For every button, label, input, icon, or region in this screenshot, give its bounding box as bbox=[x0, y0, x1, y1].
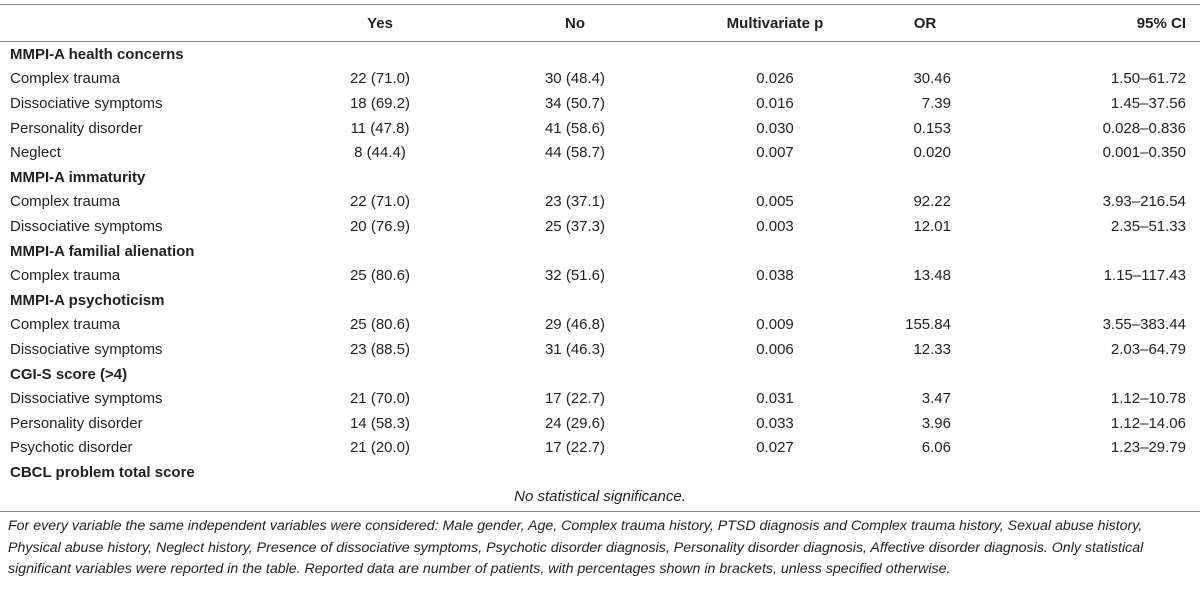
cell-or: 92.22 bbox=[913, 193, 951, 211]
cell-variable: Dissociative symptoms bbox=[10, 390, 163, 408]
cell-multivariate-p: 0.031 bbox=[756, 390, 794, 408]
section-title: MMPI-A familial alienation bbox=[10, 242, 195, 260]
section-note: No statistical significance. bbox=[0, 485, 1200, 512]
cell-variable: Psychotic disorder bbox=[10, 439, 133, 457]
header-variable bbox=[0, 5, 285, 42]
cell-no: 30 (48.4) bbox=[544, 70, 606, 88]
cell-yes: 11 (47.8) bbox=[350, 119, 410, 137]
cell-or: 12.33 bbox=[913, 340, 951, 358]
cell-multivariate-p: 0.030 bbox=[756, 119, 794, 137]
cell-multivariate-p: 0.033 bbox=[756, 414, 794, 432]
cell-or: 0.020 bbox=[913, 144, 951, 162]
table-row bbox=[0, 436, 1200, 461]
cell-multivariate-p: 0.009 bbox=[756, 316, 794, 334]
cell-or: 7.39 bbox=[921, 94, 951, 112]
cell-variable: Personality disorder bbox=[10, 414, 143, 432]
cell-or: 13.48 bbox=[913, 267, 951, 285]
cell-variable: Complex trauma bbox=[10, 70, 121, 88]
table-footnote: For every variable the same independent variables were considered: Male gender, Age, Complex trauma history, PTSD diagnosis and Complex trauma history, Sexual abuse history, Physical abuse history, Neglect history, Presence of dissociative symptoms, Psychotic disorder diagnosis, Personality disorder diagnosis, Affective disorder diagnosis. Only statistical significant variables were reported in the table. Reported data are number of patients, with percentages shown in brackets, unless specified otherwise. bbox=[8, 518, 1144, 577]
cell-95-ci: 1.50–61.72 bbox=[1110, 70, 1186, 88]
cell-yes: 23 (88.5) bbox=[349, 340, 411, 358]
cell-or: 3.96 bbox=[921, 414, 951, 432]
header-95-ci: 95% CI bbox=[975, 5, 1200, 42]
cell-variable: Complex trauma bbox=[10, 193, 121, 211]
cell-95-ci: 1.12–10.78 bbox=[1110, 390, 1186, 408]
cell-95-ci: 3.55–383.44 bbox=[1102, 316, 1186, 334]
table-row bbox=[0, 190, 1200, 215]
cell-or: 12.01 bbox=[913, 217, 951, 235]
section-title: CBCL problem total score bbox=[10, 463, 195, 481]
table-row bbox=[0, 116, 1200, 141]
cell-multivariate-p: 0.005 bbox=[756, 193, 794, 211]
cell-95-ci: 1.23–29.79 bbox=[1110, 439, 1186, 457]
cell-multivariate-p: 0.006 bbox=[756, 340, 794, 358]
cell-no: 24 (29.6) bbox=[544, 414, 606, 432]
table-body bbox=[0, 42, 1200, 512]
header-multivariate-p: Multivariate p bbox=[675, 5, 875, 42]
header-yes: Yes bbox=[285, 5, 475, 42]
cell-no: 23 (37.1) bbox=[544, 193, 606, 211]
header-row bbox=[0, 5, 1200, 42]
results-table bbox=[0, 4, 1200, 512]
cell-no: 17 (22.7) bbox=[544, 439, 606, 457]
cell-yes: 21 (20.0) bbox=[349, 439, 411, 457]
cell-yes: 22 (71.0) bbox=[349, 193, 411, 211]
table-row bbox=[0, 313, 1200, 338]
cell-no: 41 (58.6) bbox=[544, 119, 606, 137]
cell-no: 25 (37.3) bbox=[544, 217, 606, 235]
cell-yes: 22 (71.0) bbox=[349, 70, 411, 88]
table-row bbox=[0, 263, 1200, 288]
cell-no: 17 (22.7) bbox=[544, 390, 606, 408]
table-row bbox=[0, 67, 1200, 92]
table-row bbox=[0, 411, 1200, 436]
cell-95-ci: 0.001–0.350 bbox=[1102, 144, 1186, 162]
cell-variable: Personality disorder bbox=[10, 119, 143, 137]
cell-95-ci: 2.03–64.79 bbox=[1110, 340, 1186, 358]
section-header-row bbox=[0, 239, 1200, 264]
section-note-row bbox=[0, 485, 1200, 512]
section-header-row bbox=[0, 165, 1200, 190]
cell-yes: 21 (70.0) bbox=[349, 390, 411, 408]
section-title: CGI-S score (>4) bbox=[10, 365, 128, 383]
section-title: MMPI-A immaturity bbox=[10, 168, 146, 186]
cell-no: 31 (46.3) bbox=[544, 340, 606, 358]
cell-multivariate-p: 0.016 bbox=[756, 94, 794, 112]
cell-95-ci: 1.15–117.43 bbox=[1103, 267, 1186, 285]
cell-yes: 25 (80.6) bbox=[349, 316, 411, 334]
cell-variable: Dissociative symptoms bbox=[10, 340, 163, 358]
cell-variable: Neglect bbox=[10, 144, 61, 162]
cell-95-ci: 2.35–51.33 bbox=[1110, 217, 1186, 235]
section-header-row bbox=[0, 460, 1200, 485]
cell-variable: Dissociative symptoms bbox=[10, 217, 163, 235]
section-header-row bbox=[0, 42, 1200, 67]
cell-variable: Complex trauma bbox=[10, 267, 121, 285]
table-row bbox=[0, 214, 1200, 239]
table-row bbox=[0, 337, 1200, 362]
section-header-row bbox=[0, 362, 1200, 387]
cell-yes: 25 (80.6) bbox=[349, 267, 411, 285]
section-title: MMPI-A psychoticism bbox=[10, 291, 165, 309]
cell-or: 3.47 bbox=[921, 390, 951, 408]
table-row bbox=[0, 91, 1200, 116]
cell-multivariate-p: 0.026 bbox=[756, 70, 794, 88]
cell-no: 29 (46.8) bbox=[544, 316, 606, 334]
cell-95-ci: 0.028–0.836 bbox=[1102, 119, 1186, 137]
cell-no: 44 (58.7) bbox=[544, 144, 606, 162]
header-no: No bbox=[475, 5, 675, 42]
cell-variable: Dissociative symptoms bbox=[10, 94, 163, 112]
cell-multivariate-p: 0.007 bbox=[756, 144, 794, 162]
cell-or: 0.153 bbox=[913, 119, 951, 137]
cell-no: 32 (51.6) bbox=[544, 267, 606, 285]
cell-multivariate-p: 0.038 bbox=[756, 267, 794, 285]
cell-or: 30.46 bbox=[913, 70, 951, 88]
section-header-row bbox=[0, 288, 1200, 313]
cell-95-ci: 1.45–37.56 bbox=[1110, 94, 1186, 112]
cell-variable: Complex trauma bbox=[10, 316, 121, 334]
cell-yes: 8 (44.4) bbox=[354, 144, 406, 162]
cell-yes: 18 (69.2) bbox=[349, 94, 411, 112]
cell-multivariate-p: 0.003 bbox=[756, 217, 794, 235]
cell-yes: 14 (58.3) bbox=[349, 414, 411, 432]
section-title: MMPI-A health concerns bbox=[10, 45, 184, 63]
cell-no: 34 (50.7) bbox=[544, 94, 606, 112]
header-or: OR bbox=[875, 5, 975, 42]
table-row bbox=[0, 140, 1200, 165]
cell-or: 6.06 bbox=[921, 439, 951, 457]
cell-multivariate-p: 0.027 bbox=[756, 439, 794, 457]
table-row bbox=[0, 386, 1200, 411]
cell-yes: 20 (76.9) bbox=[349, 217, 411, 235]
cell-or: 155.84 bbox=[905, 316, 951, 334]
cell-95-ci: 1.12–14.06 bbox=[1110, 414, 1186, 432]
cell-95-ci: 3.93–216.54 bbox=[1102, 193, 1186, 211]
